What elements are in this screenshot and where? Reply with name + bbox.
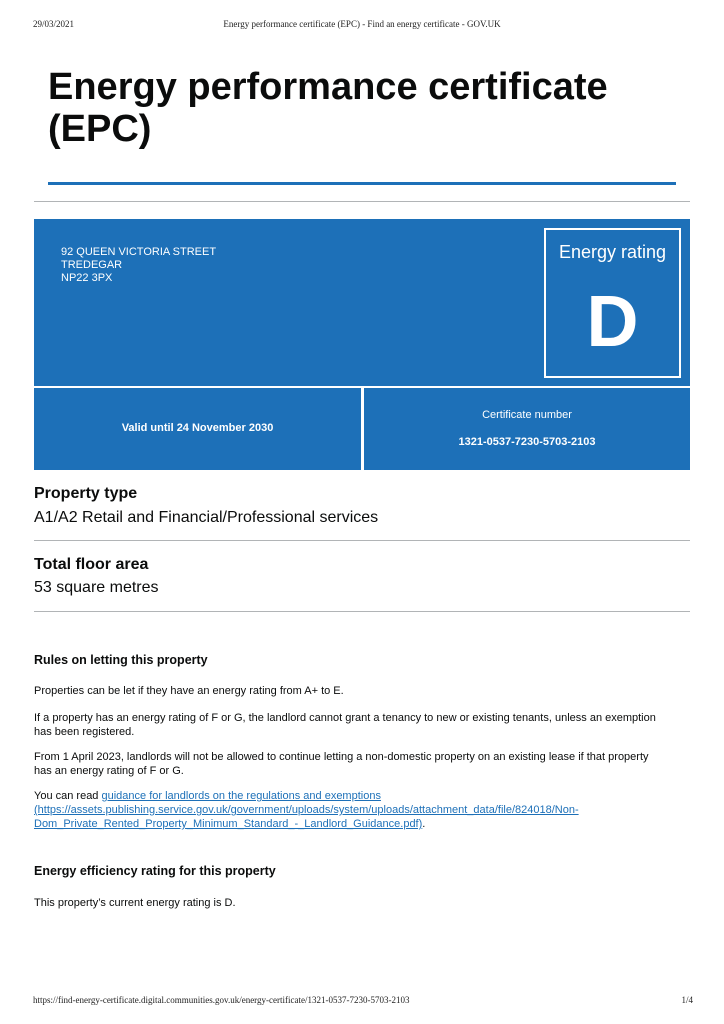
- summary-divider: [34, 611, 690, 612]
- property-address: [61, 246, 216, 285]
- validity-panel: [34, 388, 361, 470]
- certificate-number-panel: [364, 388, 690, 470]
- energy-rating-box: [544, 228, 681, 378]
- page-title-line2: (EPC): [48, 108, 152, 150]
- floor-area-value: 53 square metres: [34, 579, 159, 596]
- epc-summary-panel: [34, 219, 690, 386]
- efficiency-text: This property’s current energy rating is D.: [34, 897, 236, 909]
- floor-area-label: Total floor area: [34, 556, 149, 573]
- landlord-guidance-link[interactable]: guidance for landlords on the regulations and exemptions (https://assets.publishing.service.gov.uk/government/uploads/system/uploads/attachment_data/file/824018/Non-Dom_Private_Rented_Property_Minimum_Standard_-_Landlord_Guidance.pdf): [34, 790, 579, 830]
- energy-rating-letter: D: [586, 282, 639, 362]
- letting-rules-paragraph: If a property has an energy rating of F or G, the landlord cannot grant a tenancy to new or existing tenants, unless an exemption has been registered.: [34, 712, 656, 738]
- certificate-number-value: 1321-0537-7230-5703-2103: [458, 436, 596, 448]
- letting-rules-paragraph: Properties can be let if they have an energy rating from A+ to E.: [34, 685, 344, 697]
- valid-until-text: Valid until 24 November 2030: [121, 422, 274, 434]
- address-line-2: TREDEGAR: [61, 259, 123, 271]
- print-document-title: Energy performance certificate (EPC) - Find an energy certificate - GOV.UK: [223, 19, 501, 29]
- property-type-label: Property type: [34, 485, 138, 502]
- section-divider: [34, 201, 690, 202]
- guidance-paragraph: [34, 789, 664, 831]
- certificate-number-label: Certificate number: [482, 409, 572, 421]
- print-date: 29/03/2021: [33, 19, 75, 29]
- efficiency-heading: Energy efficiency rating for this property: [34, 864, 276, 878]
- letting-rules-paragraph: From 1 April 2023, landlords will not be allowed to continue letting a non-domestic property on an existing lease if that property has an energy rating of F or G.: [34, 751, 649, 777]
- address-line-1: 92 QUEEN VICTORIA STREET: [61, 246, 217, 258]
- address-postcode: NP22 3PX: [61, 272, 113, 284]
- property-type-value: A1/A2 Retail and Financial/Professional services: [34, 509, 379, 526]
- page-title: [48, 66, 688, 150]
- page-title-line1: Energy performance certificate: [48, 66, 608, 108]
- title-underline: [48, 182, 676, 185]
- summary-divider: [34, 540, 690, 541]
- print-page-number: 1/4: [681, 995, 693, 1005]
- letting-rules-heading: Rules on letting this property: [34, 653, 208, 667]
- guidance-prefix: You can read: [34, 790, 102, 802]
- energy-rating-label: Energy rating: [558, 242, 667, 262]
- guidance-suffix: .: [422, 818, 426, 830]
- print-url: https://find-energy-certificate.digital.communities.gov.uk/energy-certificate/1321-0537-7230-5703-2103: [33, 995, 410, 1005]
